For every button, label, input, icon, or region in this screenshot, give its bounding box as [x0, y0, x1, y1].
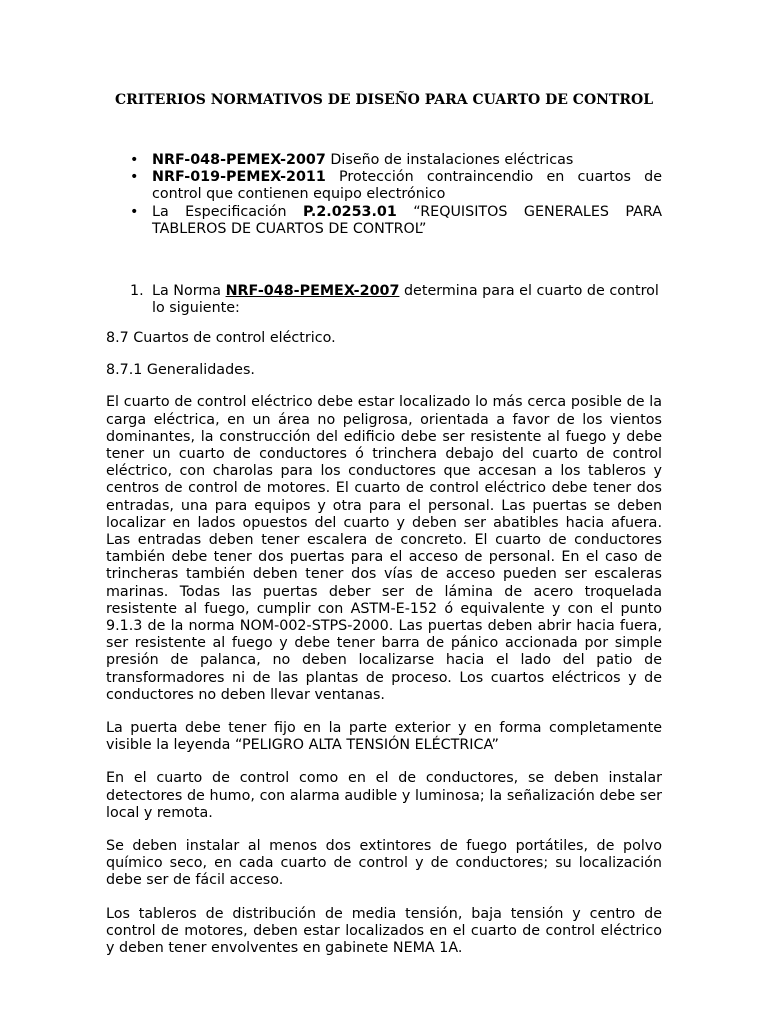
norm-description: Protección contraincendio en cuartos de control que contienen equipo electrónico — [152, 169, 662, 203]
bullet-icon: • — [130, 169, 139, 186]
spec-prefix: La Especificación — [152, 203, 304, 220]
numbered-list — [0, 283, 768, 317]
document-body — [106, 330, 662, 973]
list-item — [0, 152, 768, 169]
document-title: CRITERIOS NORMATIVOS DE DISEÑO PARA CUARTO DE CONTROL — [114, 92, 654, 108]
paragraph: La puerta debe tener fijo en la parte exterior y en forma completamente visible la leyenda “PELIGRO ALTA TENSIÓN ELÉCTRICA” — [106, 720, 662, 754]
norm-code: NRF-048-PEMEX-2007 — [152, 152, 326, 168]
paragraph: El cuarto de control eléctrico debe estar localizado lo más cerca posible de la carga eléctrica, en un área no peligrosa, orientada a favor de los vientos dominantes, la construcción del edificio debe ser resistente al fuego y debe tener un cuarto de conductores ó trinchera debajo del cuarto de control eléctrico, con charolas para los conductores que accesan a los tableros y centros de control de motores. El cuarto de control eléctrico debe tener dos entradas, una para equipos y otra para el personal. Las puertas se deben localizar en lados opuestos del cuarto y deben ser abatibles hacia afuera. Las entradas deben tener escalera de concreto. El cuarto de conductores también debe tener dos puertas para el acceso de personal. En el caso de trincheras también deben tener dos vías de acceso pueden ser escaleras marinas. Todas las puertas deber ser de lámina de acero troquelada resistente al fuego, cumplir con ASTM-E-152 ó equivalente y con el punto 9.1.3 de la norma NOM-002-STPS-2000. Las puertas deben abrir hacia fuera, ser resistente al fuego y debe tener barra de pánico accionada por simple presión de palanca, no deben localizarse hacia el lado del patio de transformadores ni de las plantas de proceso. Los cuartos eléctricos y de conductores no deben llevar ventanas. — [106, 394, 662, 703]
bullet-icon: • — [130, 203, 139, 220]
norm-code-link: NRF-048-PEMEX-2007 — [225, 283, 400, 299]
item-prefix: La Norma — [152, 283, 226, 299]
paragraph: Los tableros de distribución de media tensión, baja tensión y centro de control de motores, deben estar localizados en el cuarto de control eléctrico y deben tener envolventes en gabinete NEMA 1A. — [106, 905, 662, 957]
section-heading: 8.7 Cuartos de control eléctrico. — [106, 330, 336, 346]
item-text: determina para el cuarto de control lo siguiente: — [152, 283, 659, 317]
reference-list — [0, 152, 768, 238]
bullet-icon: • — [130, 152, 139, 168]
numbered-item — [0, 283, 768, 317]
item-number: 1. — [130, 283, 144, 299]
norm-description: Diseño de instalaciones eléctricas — [325, 152, 574, 168]
spec-description: “REQUISITOS GENERALES PARA TABLEROS DE CUARTOS DE CONTROL” — [152, 203, 662, 237]
paragraph: En el cuarto de control como en el de conductores, se deben instalar detectores de humo, con alarma audible y luminosa; la señalización debe ser local y remota. — [106, 770, 662, 821]
subsection-heading: 8.7.1 Generalidades. — [106, 362, 255, 379]
spec-code: P.2.0253.01 — [303, 203, 397, 220]
paragraph: Se deben instalar al menos dos extintores de fuego portátiles, de polvo químico seco, en cada cuarto de control y de conductores; su localización debe ser de fácil acceso. — [106, 838, 662, 889]
list-item — [0, 169, 768, 203]
list-item — [0, 204, 768, 238]
norm-code: NRF-019-PEMEX-2011 — [152, 169, 326, 186]
